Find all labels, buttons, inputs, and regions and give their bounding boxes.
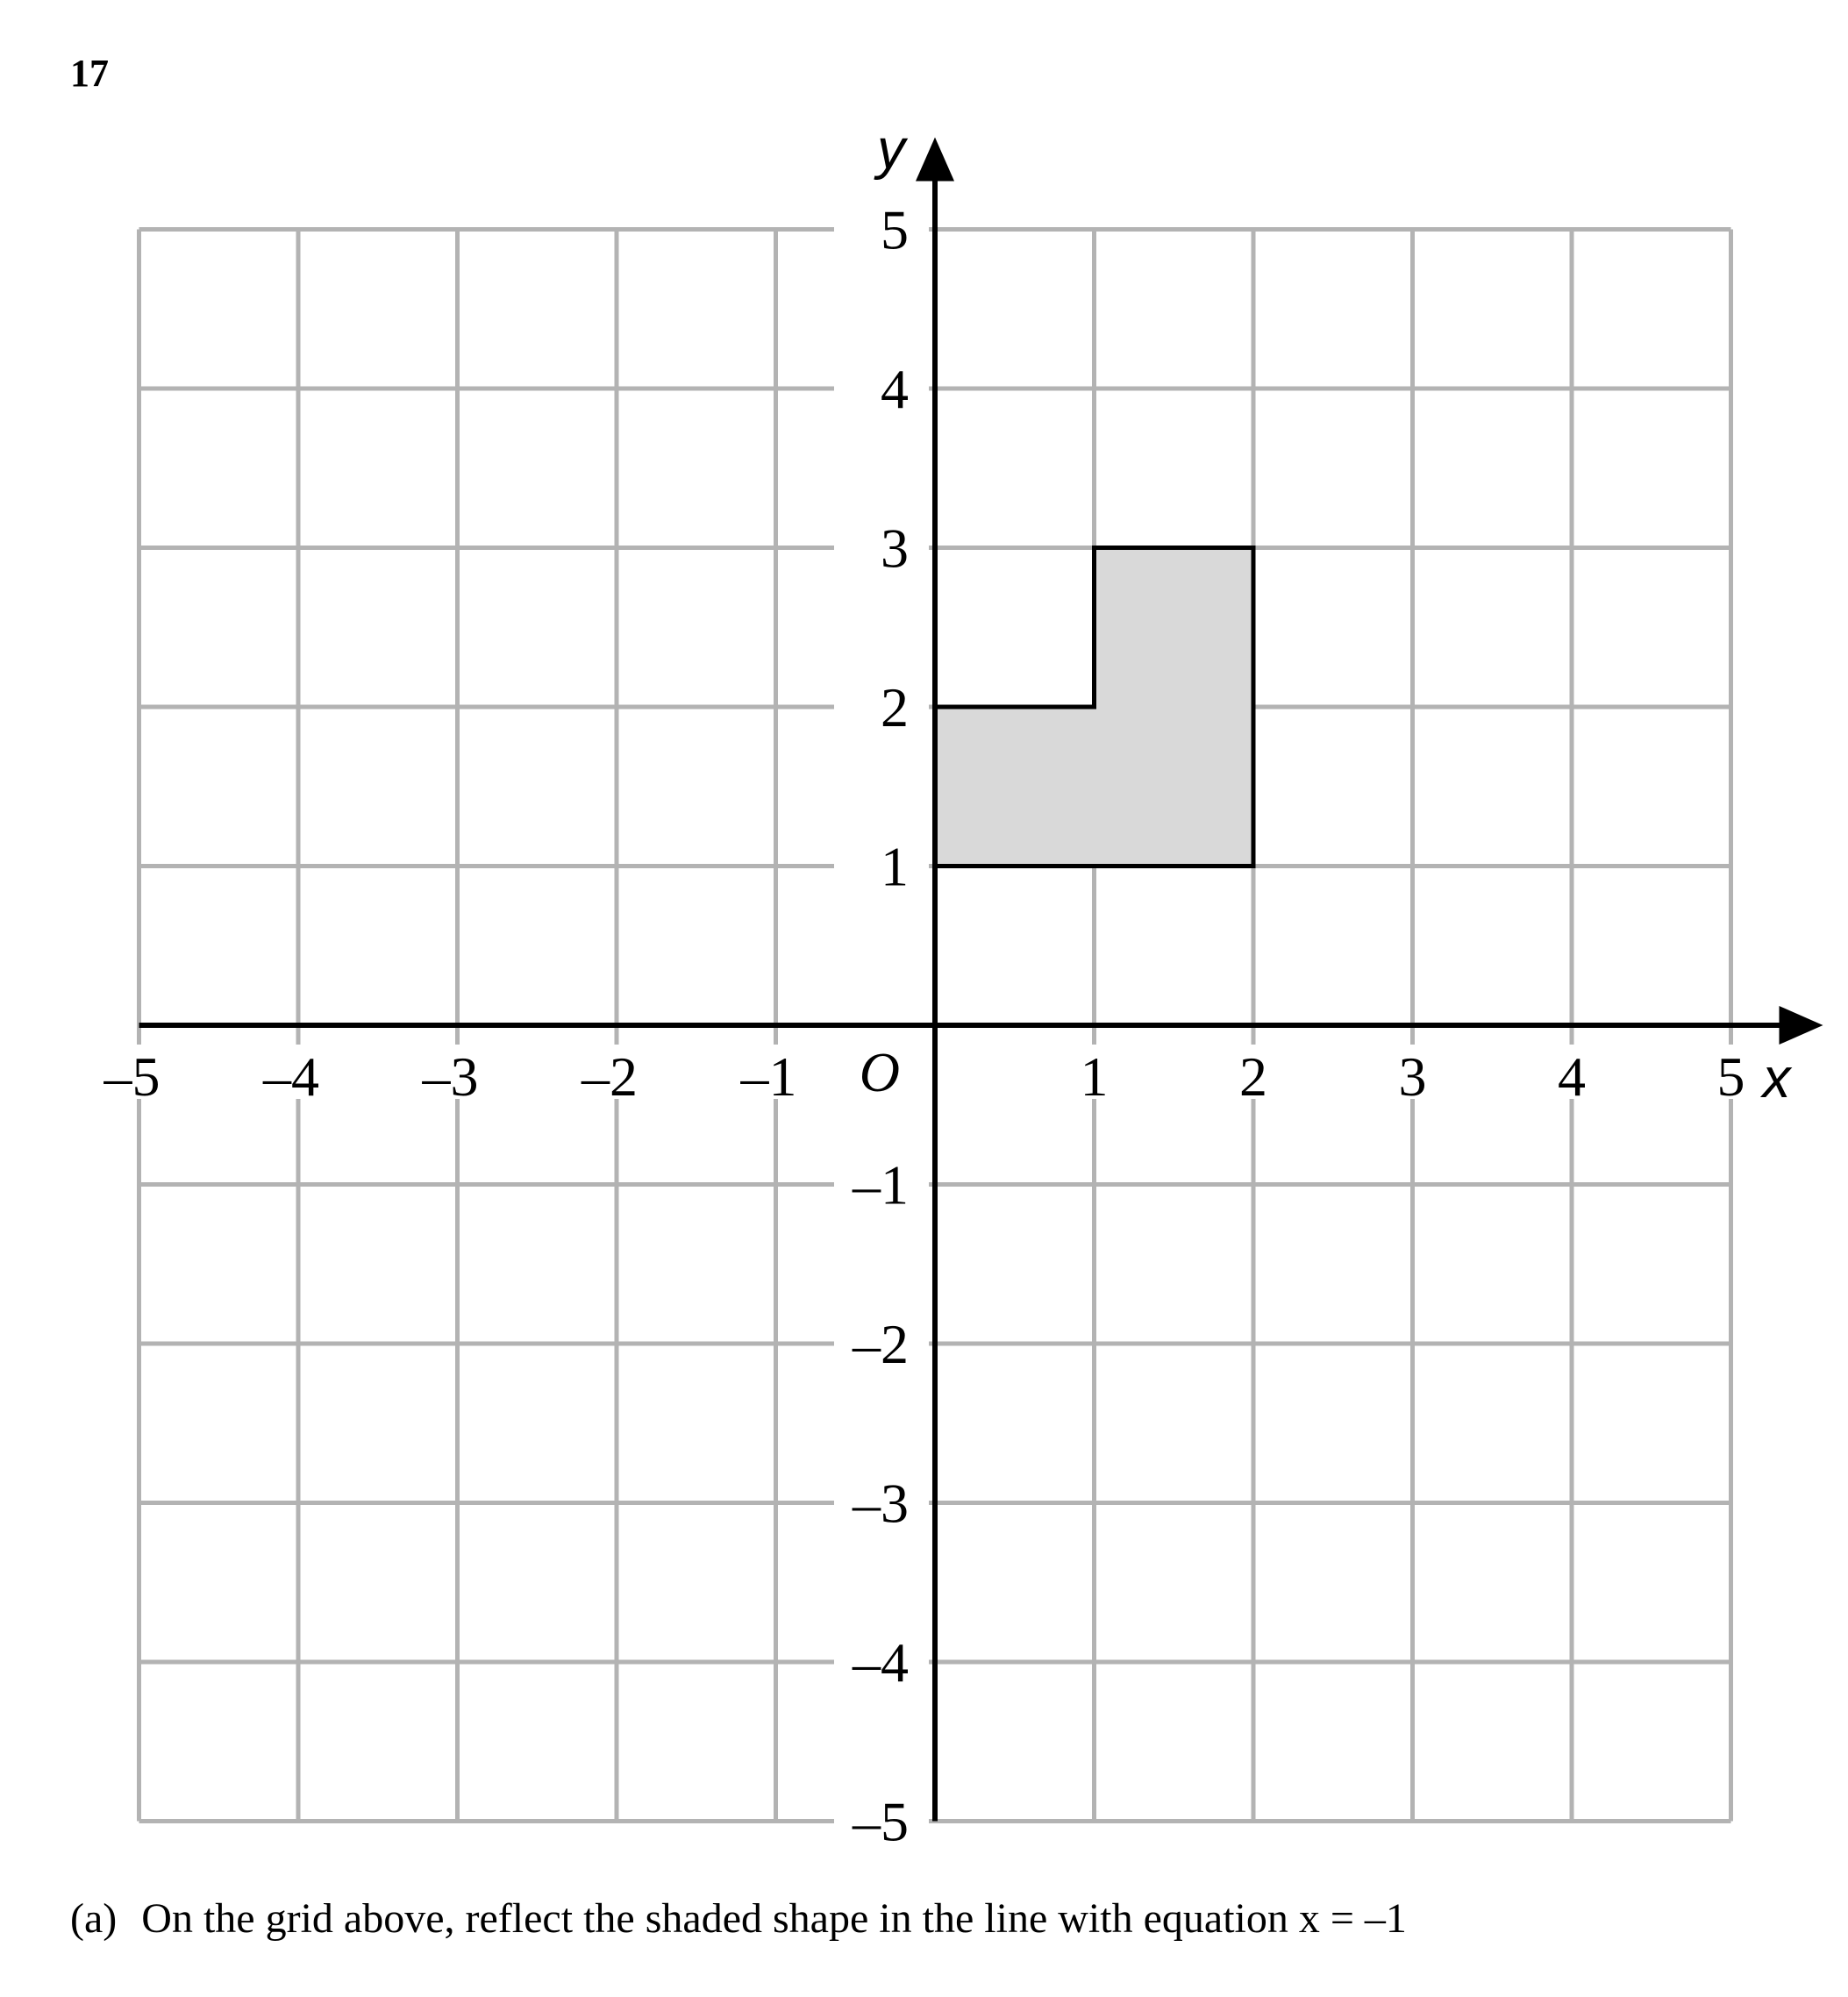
y-tick-label: –5 xyxy=(853,1790,909,1853)
x-tick-label: –5 xyxy=(103,1045,161,1108)
x-tick-label: 4 xyxy=(1558,1045,1586,1108)
y-axis-arrow-icon xyxy=(916,138,954,182)
y-tick-label: 3 xyxy=(881,517,909,580)
y-tick-label: –2 xyxy=(853,1313,909,1375)
x-tick-label: 1 xyxy=(1080,1045,1109,1108)
y-tick-label: 2 xyxy=(881,676,909,738)
x-tick-label: –2 xyxy=(582,1045,638,1108)
y-tick-label: 4 xyxy=(881,358,909,420)
x-tick-label: –1 xyxy=(740,1045,797,1108)
x-tick-label: 5 xyxy=(1716,1045,1745,1108)
origin-label: O xyxy=(859,1041,900,1103)
x-tick-label: 3 xyxy=(1398,1045,1427,1108)
x-tick-label: –3 xyxy=(422,1045,479,1108)
x-tick-label: –4 xyxy=(263,1045,319,1108)
y-tick-label: 1 xyxy=(881,835,909,898)
shaded-shape xyxy=(935,548,1253,867)
x-axis-label: x xyxy=(1762,1046,1791,1109)
part-text: On the grid above, reflect the shaded shape in the line with equation x = –1 xyxy=(141,1895,1407,1942)
y-tick-label: –1 xyxy=(853,1153,909,1216)
x-tick-label: 2 xyxy=(1239,1045,1267,1108)
question-number: 17 xyxy=(70,52,109,95)
x-axis-arrow-icon xyxy=(1780,1006,1823,1045)
part-label: (a) xyxy=(70,1895,118,1942)
question-part-a xyxy=(70,1894,1407,1943)
tick-labels xyxy=(103,118,1793,1853)
y-tick-label: –4 xyxy=(853,1631,909,1694)
y-axis-label: y xyxy=(877,117,905,181)
y-tick-label: –3 xyxy=(853,1472,909,1535)
y-tick-label: 5 xyxy=(881,198,909,261)
